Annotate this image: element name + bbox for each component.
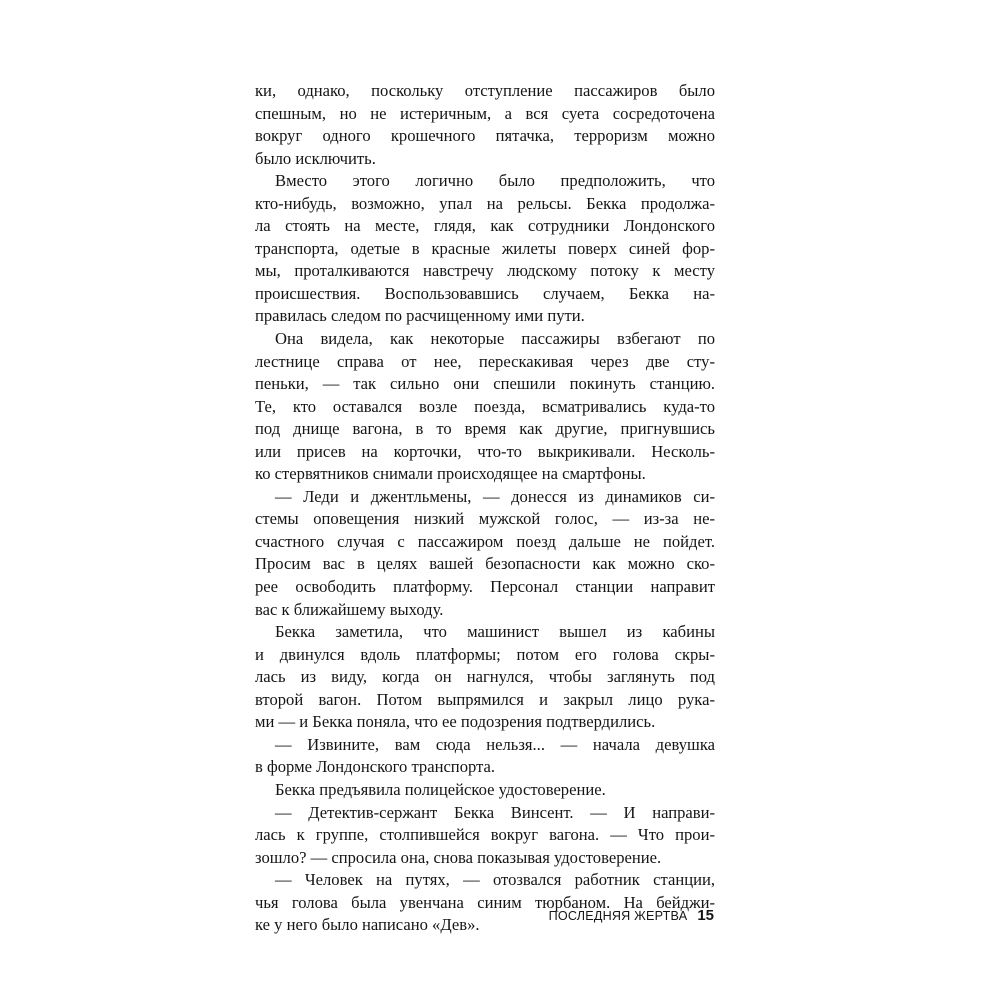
text-line: пеньки, — так сильно они спешили покинуть станцию. [255,374,715,394]
text-line: — Детектив-сержант Бекка Винсент. — И направи- [275,802,715,822]
text-line: Те, кто оставался возле поезда, всматривались куда-то [255,396,715,416]
body-text [255,80,715,937]
paragraph [255,779,715,802]
paragraph [255,869,715,937]
text-line: лась из виду, когда он нагнулся, чтобы заглянуть под [255,667,715,687]
text-line: — Извините, вам сюда нельзя... — начала девушка [275,734,715,754]
text-line: в форме Лондонского транспорта. [255,757,496,777]
text-line: рее освободить платформу. Персонал станции направит [255,577,715,597]
page-footer [500,907,714,924]
text-line: лестнице справа от нее, перескакивая через две сту- [255,351,715,371]
text-line: ке у него было написано «Дев». [255,915,480,935]
text-line: вокруг одного крошечного пятачка, терроризм можно [255,126,715,146]
text-line: кто-нибудь, возможно, упал на рельсы. Бекка продолжа- [255,193,715,213]
paragraph [255,328,715,486]
text-line: Просим вас в целях вашей безопасности как можно ско- [255,554,715,574]
paragraph [255,80,715,170]
text-line: — Леди и джентльмены, — донесся из динамиков си- [275,486,715,506]
text-line: и двинулся вдоль платформы; потом его голова скры- [255,644,715,664]
text-line: под днище вагона, в то время как другие, пригнувшись [255,419,715,439]
text-line: чья голова была увенчана синим тюрбаном. На бейджи- [255,892,715,912]
text-line: ми — и Бекка поняла, что ее подозрения подтвердились. [255,712,656,732]
text-line: второй вагон. Потом выпрямился и закрыл лицо рука- [255,689,715,709]
paragraph [255,170,715,328]
text-line: ки, однако, поскольку отступление пассажиров было [255,81,715,100]
text-line: было исключить. [255,148,376,168]
paragraph [255,486,715,621]
paragraph [255,734,715,779]
paragraph [255,621,715,734]
text-line: счастного случая с пассажиром поезд дальше не пойдет. [255,531,715,551]
text-line: происшествия. Воспользовавшись случаем, Бекка на- [255,283,715,303]
text-line: Бекка предъявила полицейское удостоверение. [275,779,606,799]
text-line: ла стоять на месте, глядя, как сотрудники Лондонского [255,216,715,236]
text-line: — Человек на путях, — отозвался работник станции, [275,870,715,890]
text-line: ко стервятников снимали происходящее на смартфоны. [255,464,646,484]
text-line: мы, проталкиваются навстречу людскому потоку к месту [255,261,715,281]
text-line: зошло? — спросила она, снова показывая удостоверение. [255,847,662,867]
text-line: Бекка заметила, что машинист вышел из кабины [275,622,715,642]
text-line: транспорта, одетые в красные жилеты поверх синей фор- [255,238,715,258]
text-line: стемы оповещения низкий мужской голос, — из-за не- [255,509,715,529]
text-line: правилась следом по расчищенному ими пути. [255,306,585,326]
running-title: ПОСЛЕДНЯЯ ЖЕРТВА [548,909,688,923]
text-line: Она видела, как некоторые пассажиры взбегают по [275,329,715,349]
text-line: вас к ближайшему выходу. [255,599,444,619]
page-number: 15 [697,907,714,924]
text-line: или присев на корточки, что-то выкрикивали. Несколь- [255,441,715,461]
text-line: Вместо этого логично было предположить, что [275,171,715,191]
paragraph [255,802,715,870]
text-line: лась к группе, столпившейся вокруг вагона. — Что прои- [255,825,715,845]
text-line: спешным, но не истеричным, а вся суета сосредоточена [255,103,715,123]
